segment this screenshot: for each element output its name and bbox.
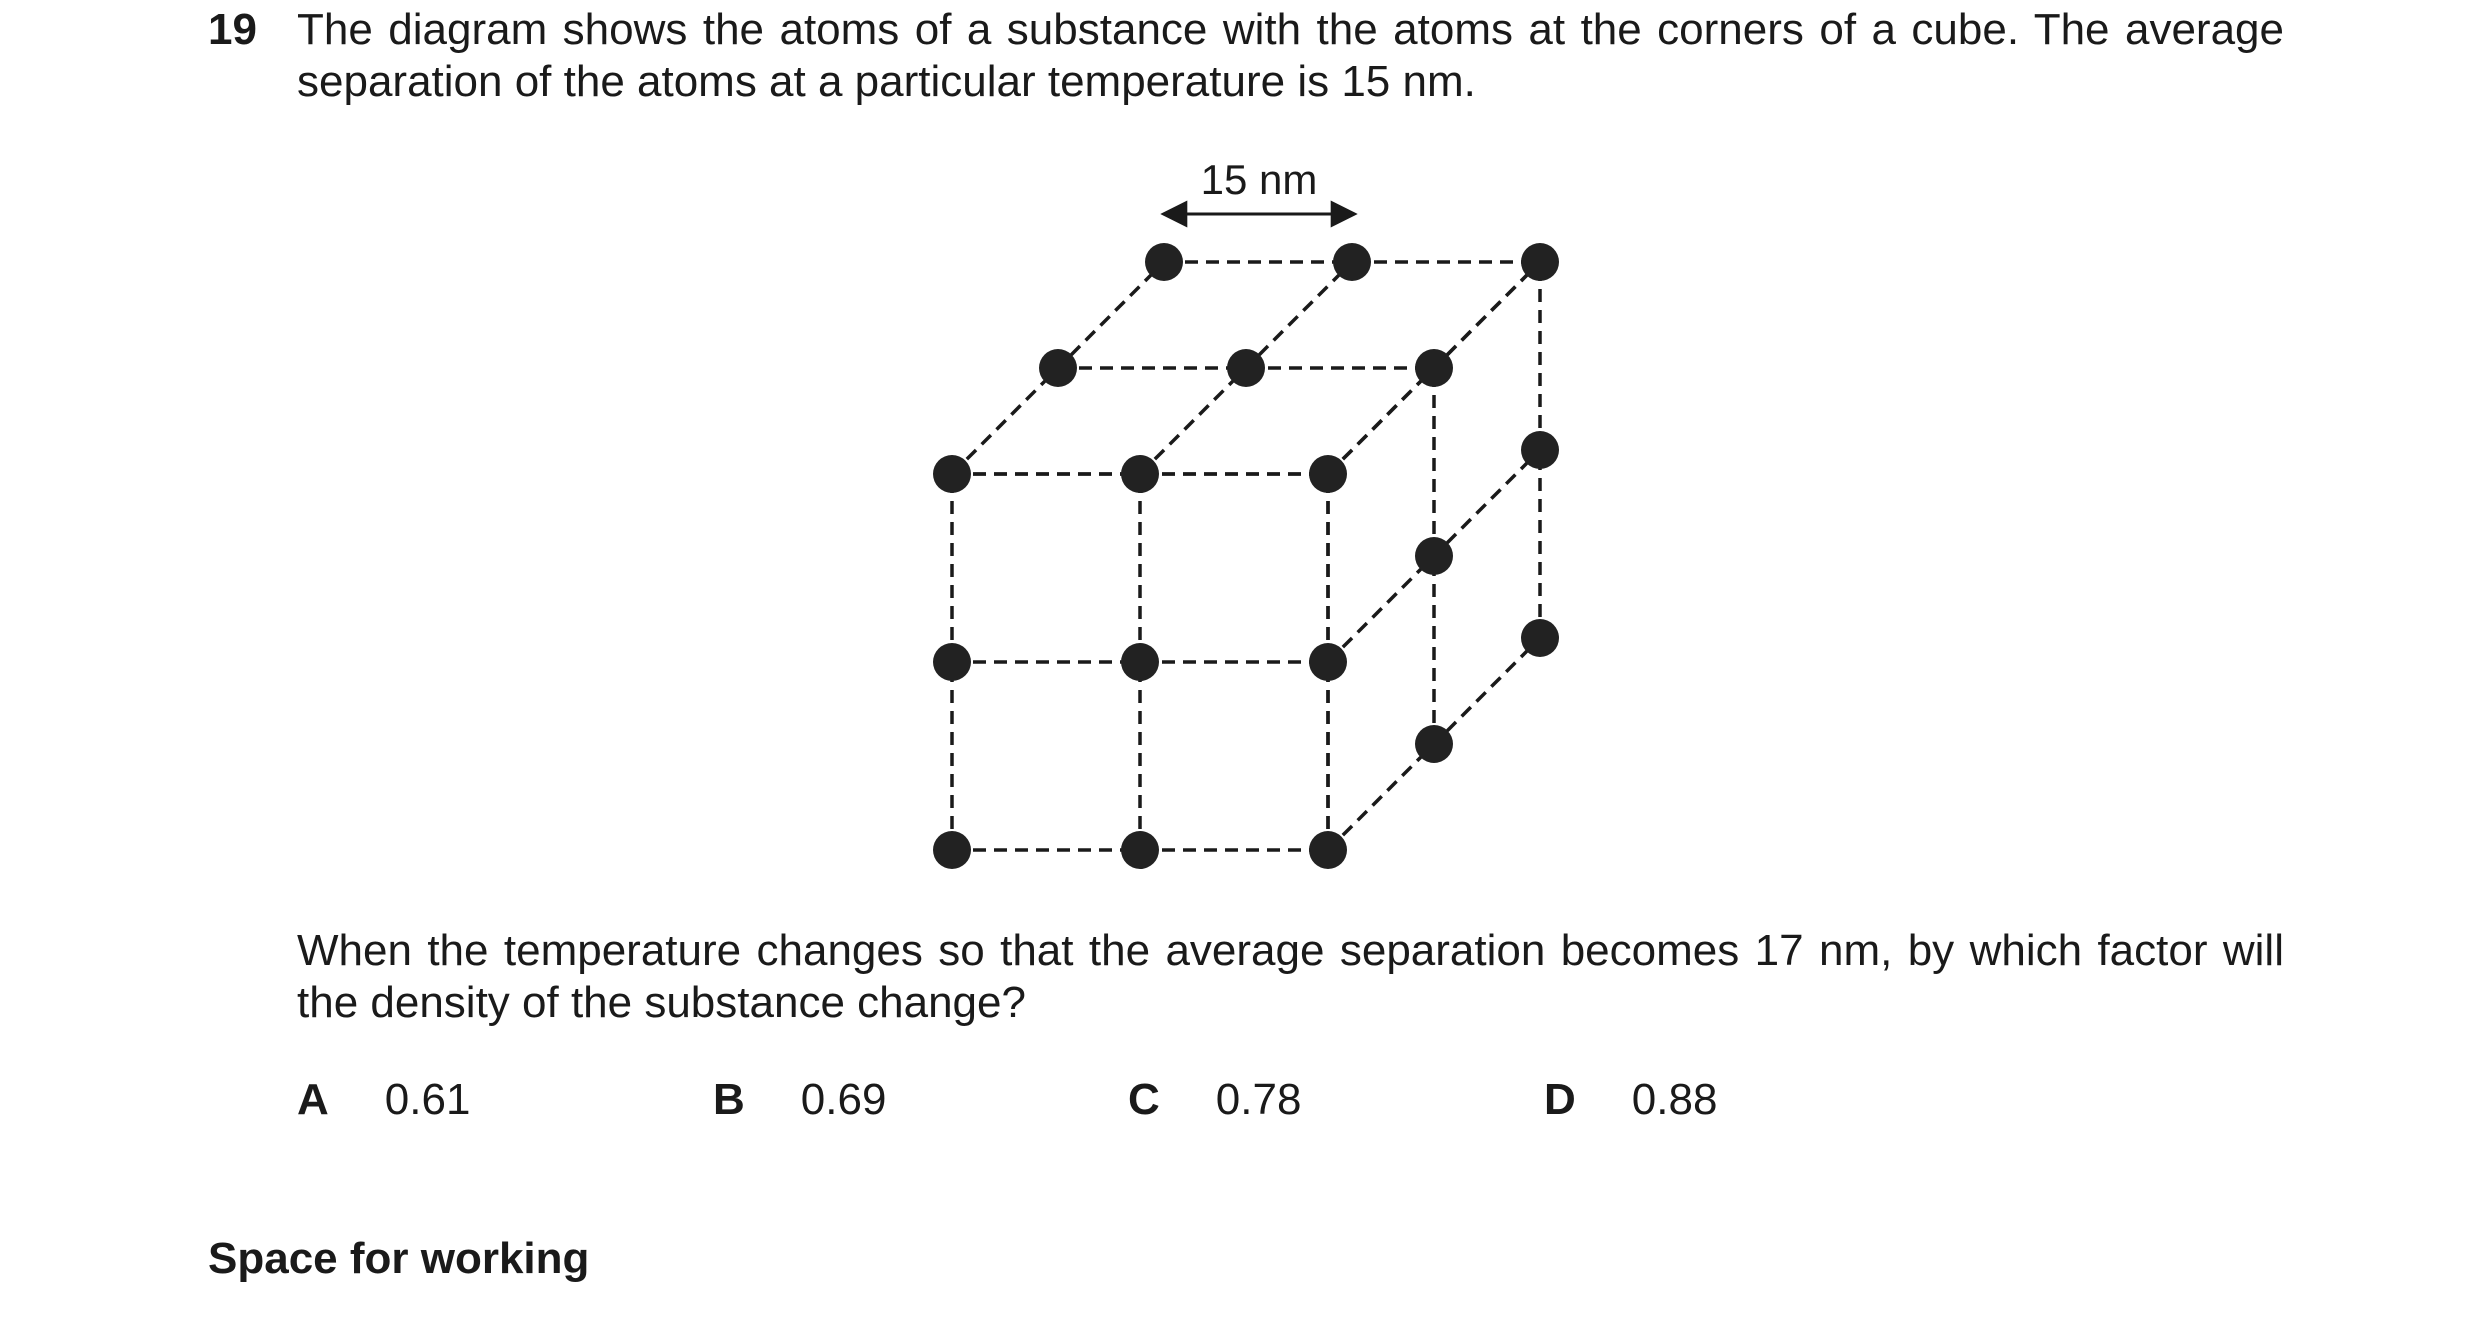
option-c-value: 0.78 xyxy=(1215,1075,1302,1124)
question-number: 19 xyxy=(208,5,257,54)
atom xyxy=(933,455,971,493)
atom xyxy=(1521,431,1559,469)
option-b-value: 0.69 xyxy=(800,1075,887,1124)
atom xyxy=(1309,455,1347,493)
atom xyxy=(1309,643,1347,681)
atom xyxy=(1039,349,1077,387)
option-d[interactable] xyxy=(1544,1074,1717,1126)
atom xyxy=(1309,831,1347,869)
separation-label: 15 nm xyxy=(1200,156,1318,203)
atom xyxy=(1145,243,1183,281)
atom xyxy=(1521,243,1559,281)
option-b-letter: B xyxy=(713,1075,745,1124)
option-a-letter: A xyxy=(297,1075,329,1124)
atom xyxy=(1227,349,1265,387)
atom xyxy=(1121,643,1159,681)
atom xyxy=(1415,725,1453,763)
atom xyxy=(1415,349,1453,387)
option-a-value: 0.61 xyxy=(384,1075,471,1124)
option-d-letter: D xyxy=(1544,1075,1576,1124)
atom xyxy=(1521,619,1559,657)
atom xyxy=(1121,455,1159,493)
option-b[interactable] xyxy=(713,1074,886,1126)
question-prompt: When the temperature changes so that the average separation becomes 17 nm, by which factor will the density of the substance change? xyxy=(297,926,2284,1027)
option-c[interactable] xyxy=(1128,1074,1301,1126)
question-intro: The diagram shows the atoms of a substance with the atoms at the corners of a cube. The average separation of the atoms at a particular temperature is 15 nm. xyxy=(297,5,2284,106)
atom xyxy=(1415,537,1453,575)
option-a[interactable] xyxy=(297,1074,470,1126)
atom xyxy=(933,643,971,681)
atom xyxy=(933,831,971,869)
option-d-value: 0.88 xyxy=(1631,1075,1718,1124)
atom xyxy=(1121,831,1159,869)
working-space-label: Space for working xyxy=(208,1234,590,1283)
option-c-letter: C xyxy=(1128,1075,1160,1124)
atom xyxy=(1333,243,1371,281)
